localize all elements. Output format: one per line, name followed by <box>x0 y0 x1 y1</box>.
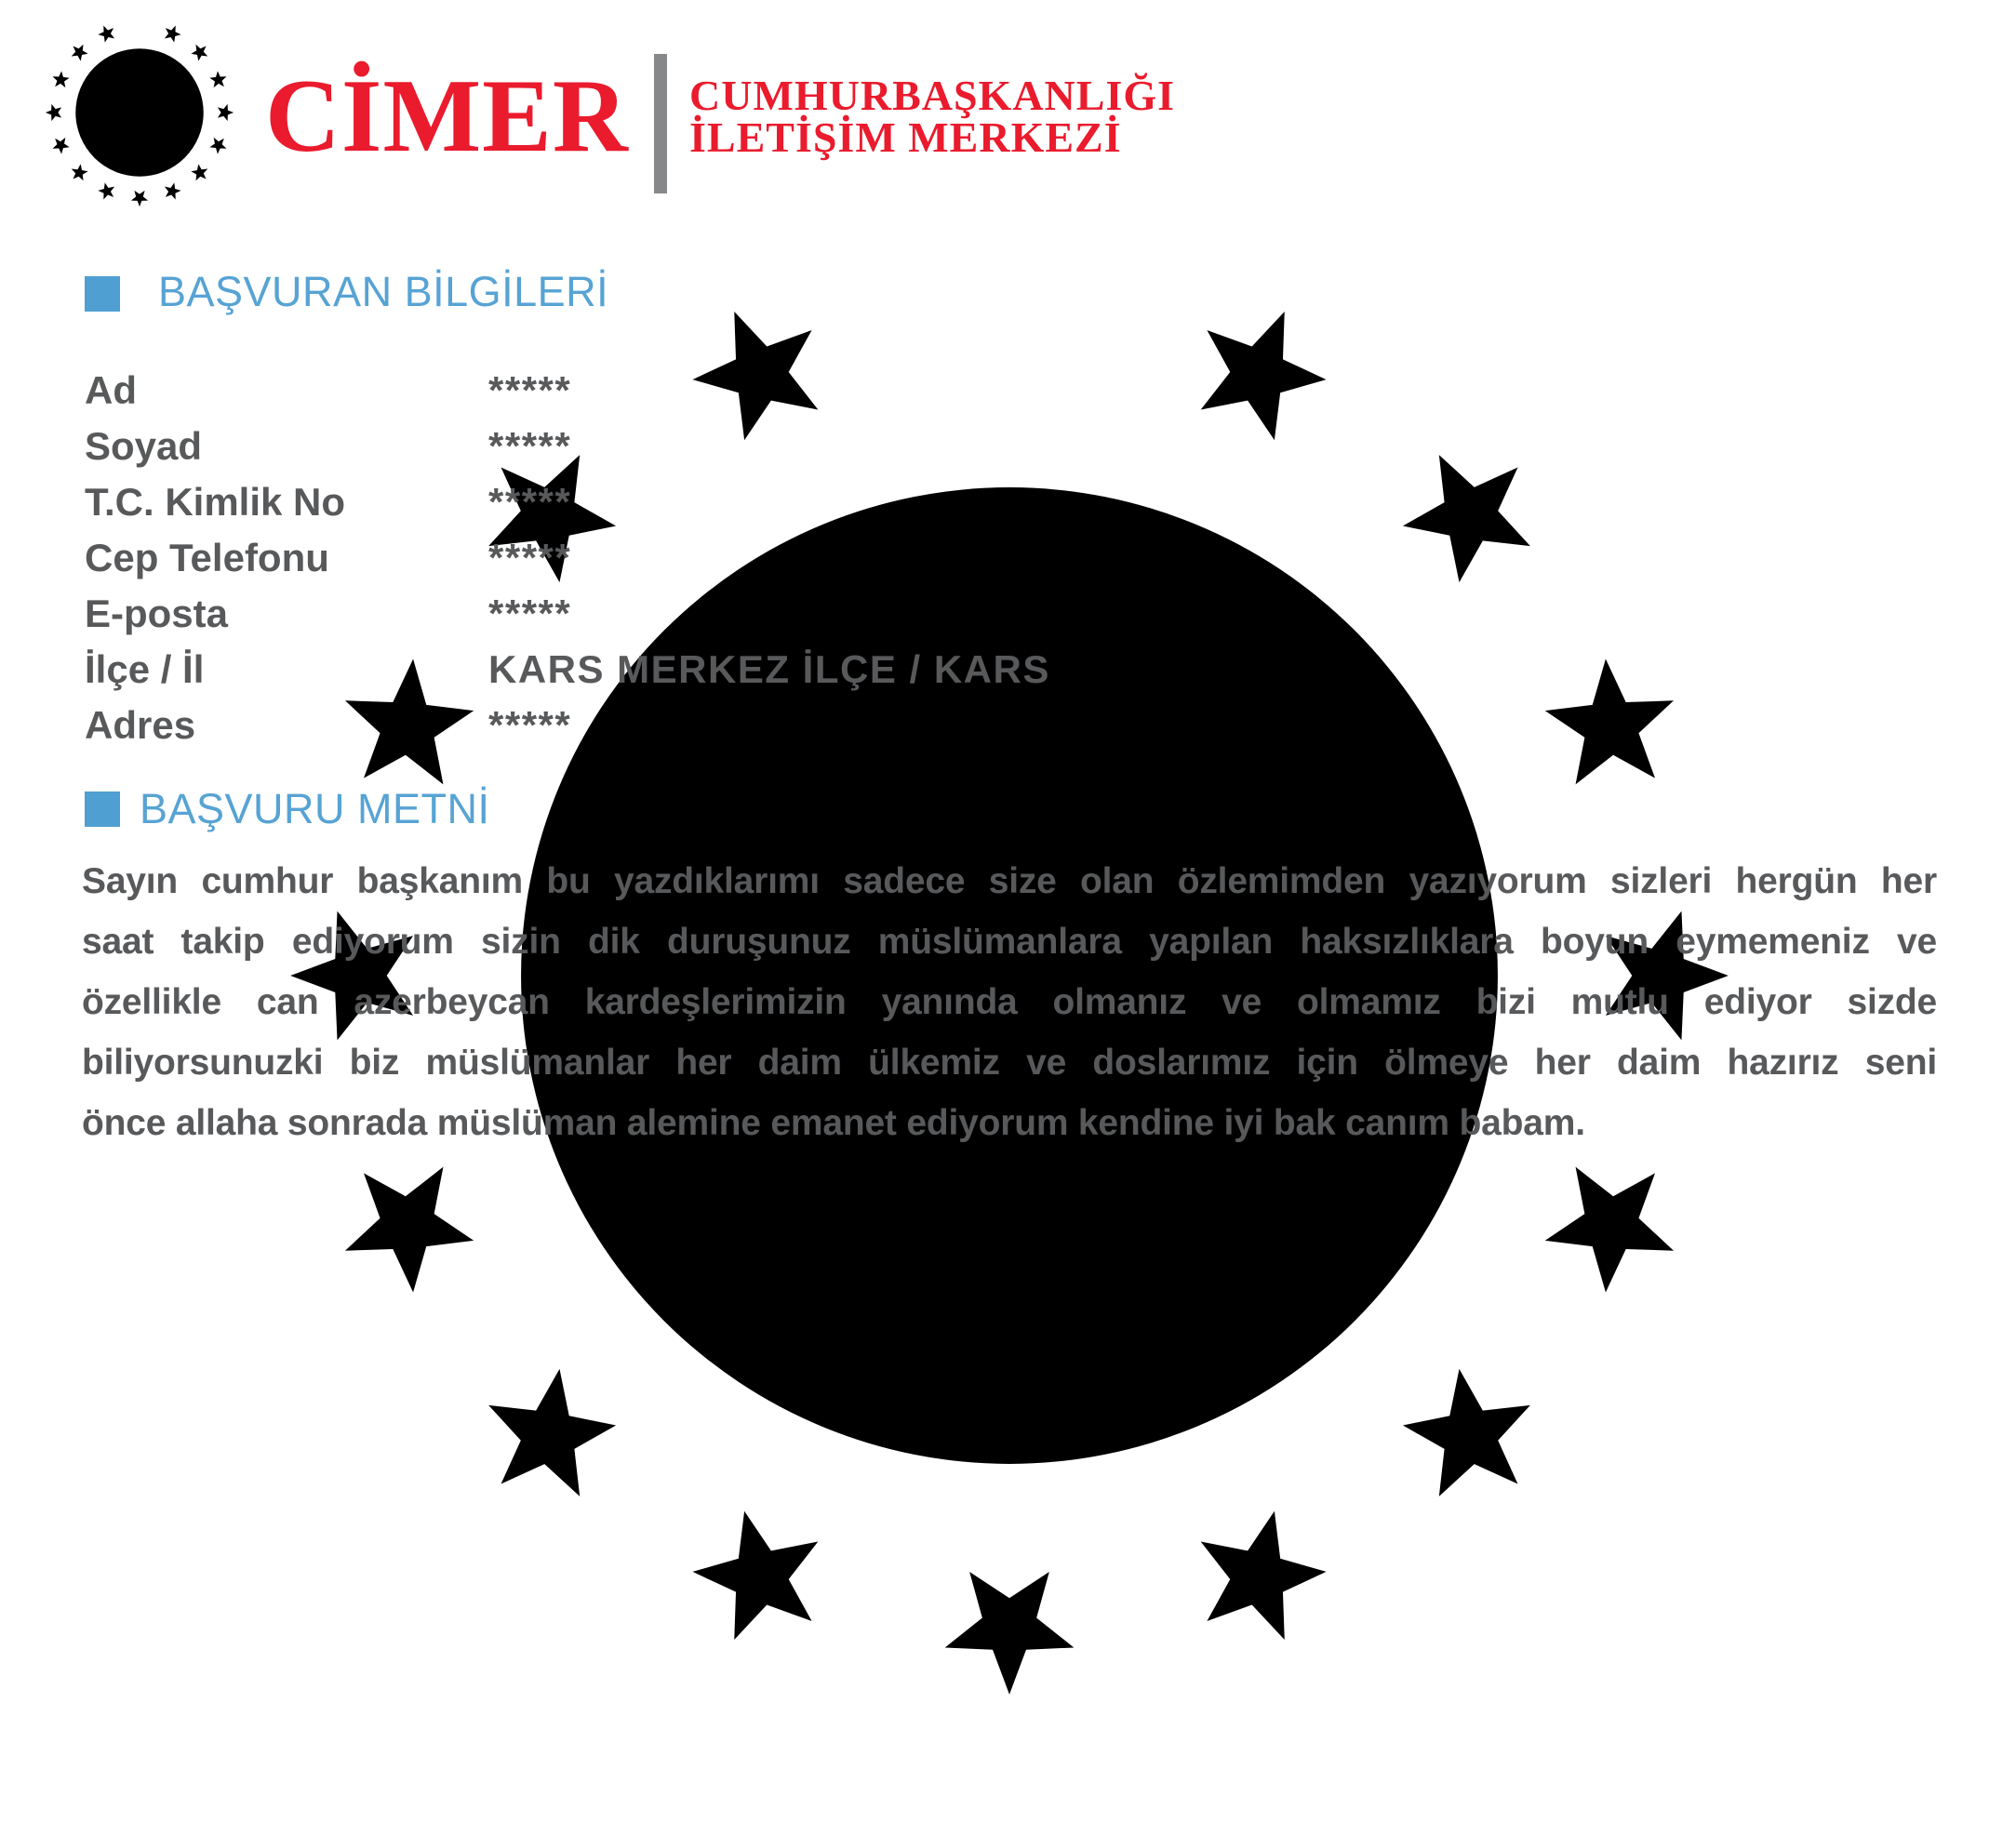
field-label: Adres <box>85 703 196 747</box>
org-name-line2: İLETİŞİM MERKEZİ <box>689 113 1122 161</box>
field-row-tc-kimlik-no <box>85 474 1573 530</box>
org-name <box>689 72 1176 161</box>
application-text-line: önce allaha sonrada müslüman alemine emanet ediyorum kendine iyi bak canım babam. <box>82 1103 1585 1143</box>
application-text-line: özellikle can azerbeycan kardeşlerimizin yanında olmanız ve olmamız bizi mutlu ediyor sizde <box>82 982 1937 1022</box>
application-text-line: saat takip ediyorum sizin dik duruşunuz müslümanlara yapılan haksızlıklara boyun eymemeniz ve <box>82 922 1937 962</box>
org-name-line1: CUMHURBAŞKANLIĞI <box>689 72 1176 119</box>
applicant-section-title: BAŞVURAN BİLGİLERİ <box>158 268 609 315</box>
application-text-line: Sayın cumhur başkanım bu yazdıklarımı sadece size olan özlemimden yazıyorum sizleri hergün her <box>82 861 1937 901</box>
field-row-ilce-il <box>85 642 1573 698</box>
field-value: ***** <box>488 592 572 635</box>
section-bullet-icon <box>85 276 120 312</box>
field-row-cep-telefonu <box>85 530 1573 586</box>
field-label: E-posta <box>85 592 229 635</box>
field-row-ad <box>85 363 1573 419</box>
field-row-eposta <box>85 586 1573 642</box>
field-row-adres <box>85 698 1573 753</box>
applicant-fields <box>85 363 1573 753</box>
section-bullet-icon <box>85 791 120 827</box>
field-label: Ad <box>85 368 137 412</box>
field-value: KARS MERKEZ İLÇE / KARS <box>488 647 1050 691</box>
header-divider <box>654 54 667 193</box>
field-label: İlçe / İl <box>85 647 205 691</box>
field-label: Soyad <box>85 424 203 468</box>
field-label: Cep Telefonu <box>85 536 329 579</box>
application-text-line: biliyorsunuzki biz müslümanlar her daim ülkemiz ve doslarımız için ölmeye her daim hazırız seni <box>82 1043 1937 1083</box>
cimer-logo <box>42 15 237 210</box>
field-label: T.C. Kimlik No <box>85 480 346 524</box>
application-section-title: BAŞVURU METNİ <box>140 785 490 832</box>
brand-title: CİMER <box>265 59 629 174</box>
application-text <box>82 851 1937 1153</box>
field-value: ***** <box>488 703 572 747</box>
field-row-soyad <box>85 419 1573 474</box>
field-value: ***** <box>488 480 572 524</box>
field-value: ***** <box>488 424 572 468</box>
field-value: ***** <box>488 536 572 579</box>
field-value: ***** <box>488 368 572 412</box>
